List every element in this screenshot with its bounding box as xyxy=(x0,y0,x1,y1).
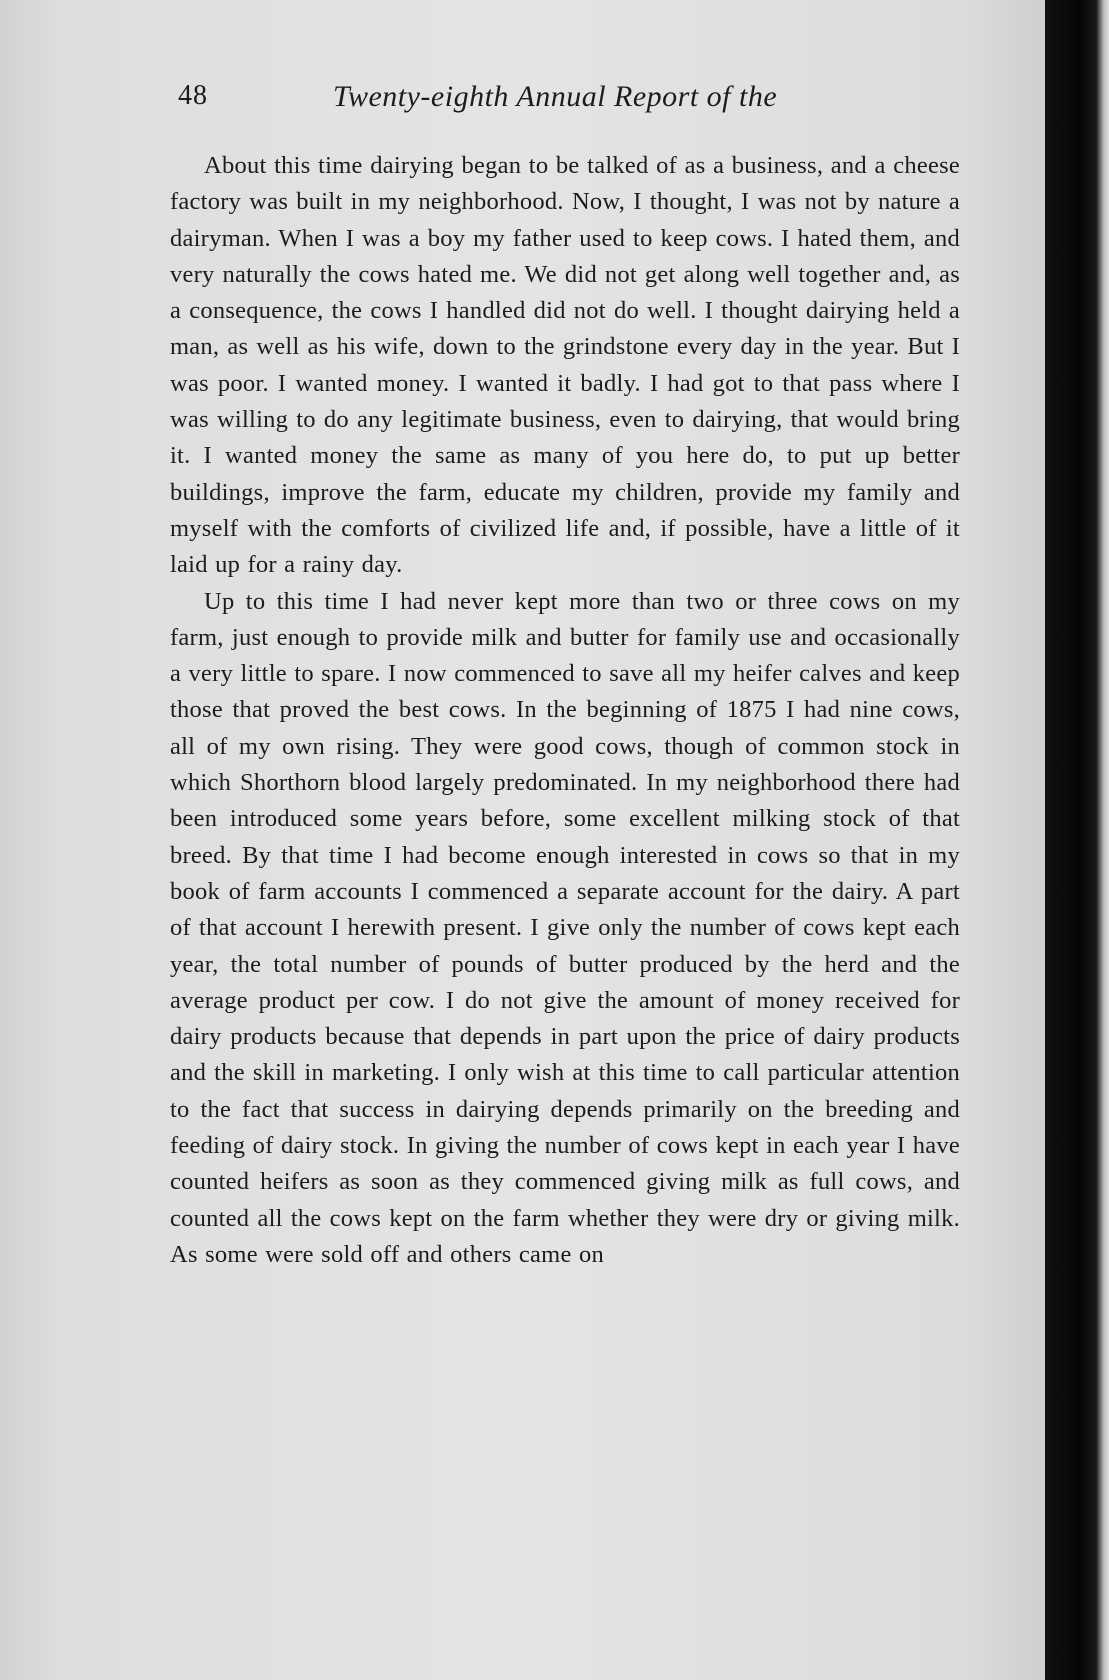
page-number: 48 xyxy=(178,80,208,111)
running-head xyxy=(178,80,958,120)
running-head-title: Twenty-eighth Annual Report of the xyxy=(333,80,778,113)
paragraph-2: Up to this time I had never kept more than two or three cows on my farm, just enough to provide milk and butter for family use and occasionally a very little to spare. I now commenced to save all my heifer calves and keep those that proved the best cows. In the beginning of 1875 I had nine cows, all of my own rising. They were good cows, though of common stock in which Shorthorn blood largely predominated. In my neighborhood there had been introduced some years before, some excellent milking stock of that breed. By that time I had become enough interested in cows so that in my book of farm accounts I commenced a separate account for the dairy. A part of that account I herewith present. I give only the number of cows kept each year, the total number of pounds of butter produced by the herd and the average product per cow. I do not give the amount of money received for dairy products because that depends in part upon the price of dairy products and the skill in marketing. I only wish at this time to call particular attention to the fact that success in dairying depends primarily on the breeding and feeding of dairy stock. In giving the number of cows kept in each year I have counted heifers as soon as they commenced giving milk as full cows, and counted all the cows kept on the farm whether they were dry or giving milk. As some were sold off and others came on xyxy=(170,587,960,1268)
body-text xyxy=(170,148,960,1273)
paragraph-1: About this time dairying began to be talked of as a business, and a cheese factory was built in my neighborhood. Now, I thought, I was not by nature a dairyman. When I was a boy my father used to keep cows. I hated them, and very naturally the cows hated me. We did not get along well together and, as a consequence, the cows I handled did not do well. I thought dairying held a man, as well as his wife, down to the grindstone every day in the year. But I was poor. I wanted money. I wanted it badly. I had got to that pass where I was willing to do any legitimate business, even to dairying, that would bring it. I wanted money the same as many of you here do, to put up better buildings, improve the farm, educate my children, provide my family and myself with the comforts of civilized life and, if possible, have a little of it laid up for a rainy day. xyxy=(170,152,960,579)
book-binding-edge xyxy=(1045,0,1109,1680)
